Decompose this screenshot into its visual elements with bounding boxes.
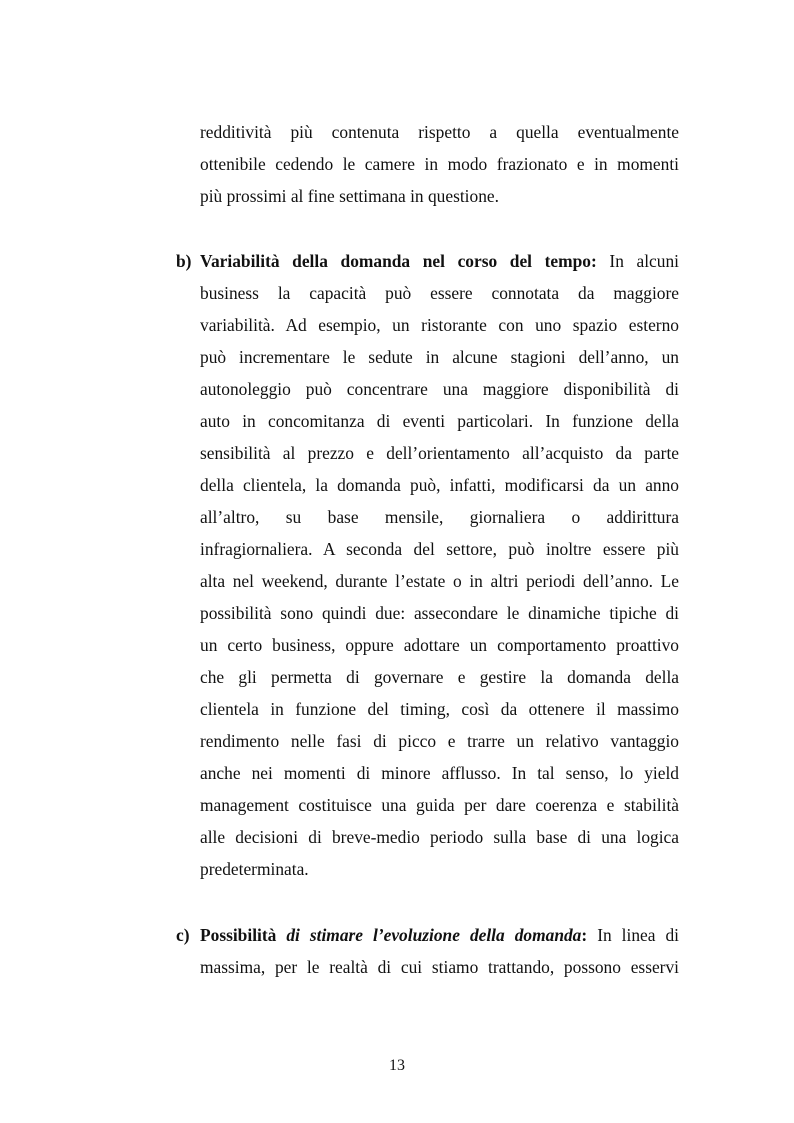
text-line: redditività più contenuta rispetto a quella eventualmente xyxy=(200,122,679,142)
list-label-b: b) xyxy=(176,251,192,271)
item-c-first-line-rest: In linea di xyxy=(597,925,679,945)
text-line: business la capacità può essere connotata da maggiore xyxy=(200,283,679,303)
text-line: più prossimi al fine settimana in questione. xyxy=(200,186,499,206)
text-line: all’altro, su base mensile, giornaliera o addirittura xyxy=(200,507,679,527)
list-label-c: c) xyxy=(176,925,190,945)
text-line: alle decisioni di breve-medio periodo sulla base di una logica xyxy=(200,827,679,847)
text-line: autonoleggio può concentrare una maggiore disponibilità di xyxy=(200,379,679,399)
text-line: alta nel weekend, durante l’estate o in altri periodi dell’anno. Le xyxy=(200,571,679,591)
text-line: predeterminata. xyxy=(200,859,309,879)
item-b-heading-line xyxy=(200,251,679,271)
text-line: un certo business, oppure adottare un comportamento proattivo xyxy=(200,635,679,655)
text-line: della clientela, la domanda può, infatti, modificarsi da un anno xyxy=(200,475,679,495)
item-c-heading-line xyxy=(200,925,679,945)
text-line: ottenibile cedendo le camere in modo frazionato e in momenti xyxy=(200,154,679,174)
text-line: infragiornaliera. A seconda del settore, può inoltre essere più xyxy=(200,539,679,559)
text-line: auto in concomitanza di eventi particolari. In funzione della xyxy=(200,411,679,431)
text-line: sensibilità al prezzo e dell’orientamento all’acquisto da parte xyxy=(200,443,679,463)
item-c-heading-italic: di stimare l’evoluzione della domanda xyxy=(286,925,582,945)
item-c-heading-bold: Possibilità xyxy=(200,925,277,945)
text-line: massima, per le realtà di cui stiamo trattando, possono esservi xyxy=(200,957,679,977)
text-line: variabilità. Ad esempio, un ristorante con uno spazio esterno xyxy=(200,315,679,335)
item-b-first-line-rest: In alcuni xyxy=(609,251,679,271)
text-line: management costituisce una guida per dare coerenza e stabilità xyxy=(200,795,679,815)
text-line: possibilità sono quindi due: assecondare le dinamiche tipiche di xyxy=(200,603,679,623)
item-b-heading: Variabilità della domanda nel corso del tempo: xyxy=(200,251,597,271)
text-line: anche nei momenti di minore afflusso. In tal senso, lo yield xyxy=(200,763,679,783)
page-number: 13 xyxy=(389,1057,405,1074)
text-line: può incrementare le sedute in alcune stagioni dell’anno, un xyxy=(200,347,679,367)
text-line: che gli permetta di governare e gestire la domanda della xyxy=(200,667,679,687)
item-c-heading-colon: : xyxy=(581,925,588,945)
text-line: rendimento nelle fasi di picco e trarre un relativo vantaggio xyxy=(200,731,679,751)
text-line: clientela in funzione del timing, così da ottenere il massimo xyxy=(200,699,679,719)
